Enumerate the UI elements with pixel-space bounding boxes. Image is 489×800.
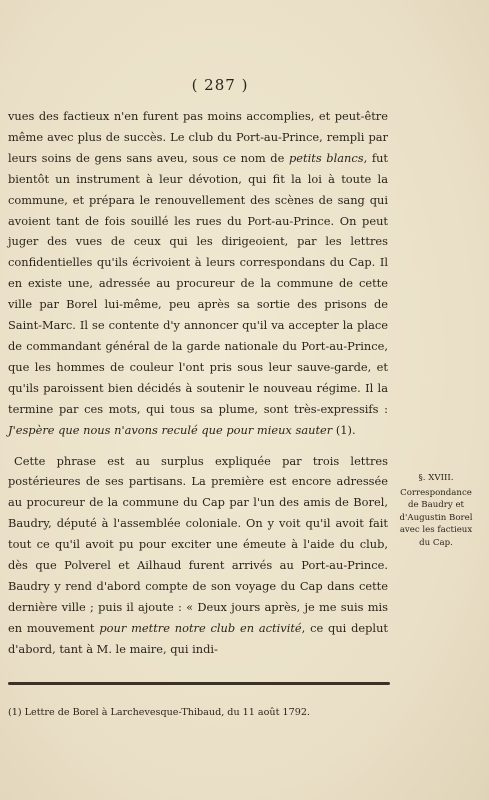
page-number: ( 287 ) bbox=[191, 76, 249, 94]
paragraph bbox=[8, 451, 388, 660]
text-run: (1). bbox=[332, 422, 356, 437]
italic-run: pour mettre notre club en activité bbox=[99, 620, 302, 635]
text-run: , fut bientôt un instrument à leur dévotion, qui fit la loi à toute la commune, et prépara le renouvellement des scènes de sang qui avoient tant de fois souillé les rues du Port-au-Prince. On peut juger des vues de ceux qui les dirigeoient, par les lettres confidentielles qu'ils écrivoient à leurs correspondans du Cap. Il en existe une, adressée au procureur de la commune de cette ville par Borel lui-même, peu après sa sortie des prisons de Saint-Marc. Il se contente d'y annoncer qu'il va accepter la place de commandant général de la garde nationale du Port-au-Prince, que les hommes de couleur l'ont pris sous leur sauve-garde, et qu'ils paroissent bien décidés à soutenir le nouveau régime. Il la termine par ces mots, qui tous sa plume, sont très-expressifs : bbox=[8, 150, 388, 416]
text-run: , ce qui deplut d'abord, tant à M. le maire, qui indi- bbox=[8, 620, 388, 656]
section-number: §. XVIII. bbox=[418, 473, 454, 483]
margin-note-text: Correspondance de Baudry et d'Augustin Borel avec les factieux du Cap. bbox=[399, 487, 473, 548]
margin-note bbox=[396, 472, 476, 549]
footnote: (1) Lettre de Borel à Larchevesque-Thibaud, du 11 août 1792. bbox=[8, 707, 310, 718]
main-text bbox=[8, 106, 388, 660]
italic-run: J'espère que nous n'avons reculé que pour mieux sauter bbox=[8, 422, 333, 437]
text-run: vues des factieux n'en furent pas moins accomplies, et peut-être même avec plus de succès. Le club du Port-au-Prince, rempli par leurs soins de gens sans aveu, sous ce nom de bbox=[8, 109, 388, 165]
italic-run: petits blancs bbox=[288, 150, 364, 165]
paragraph bbox=[8, 106, 388, 441]
text-run: Cette phrase est au surplus expliquée par trois lettres postérieures de ses partisans. La première est encore adressée au procureur de la commune du Cap par l'un des amis de Borel, Baudry, député à l'assemblée coloniale. On y voit qu'il avoit fait tout ce qu'il avoit pu pour exciter une émeute à l'aide du club, dès que Polverel et Ailhaud furent arrivés au Port-au-Prince. Baudry y rend d'abord compte de son voyage du Cap dans cette dernière ville ; puis il ajoute : « Deux jours après, je me suis mis en mouvement bbox=[8, 453, 388, 635]
footnote-divider bbox=[8, 682, 390, 685]
